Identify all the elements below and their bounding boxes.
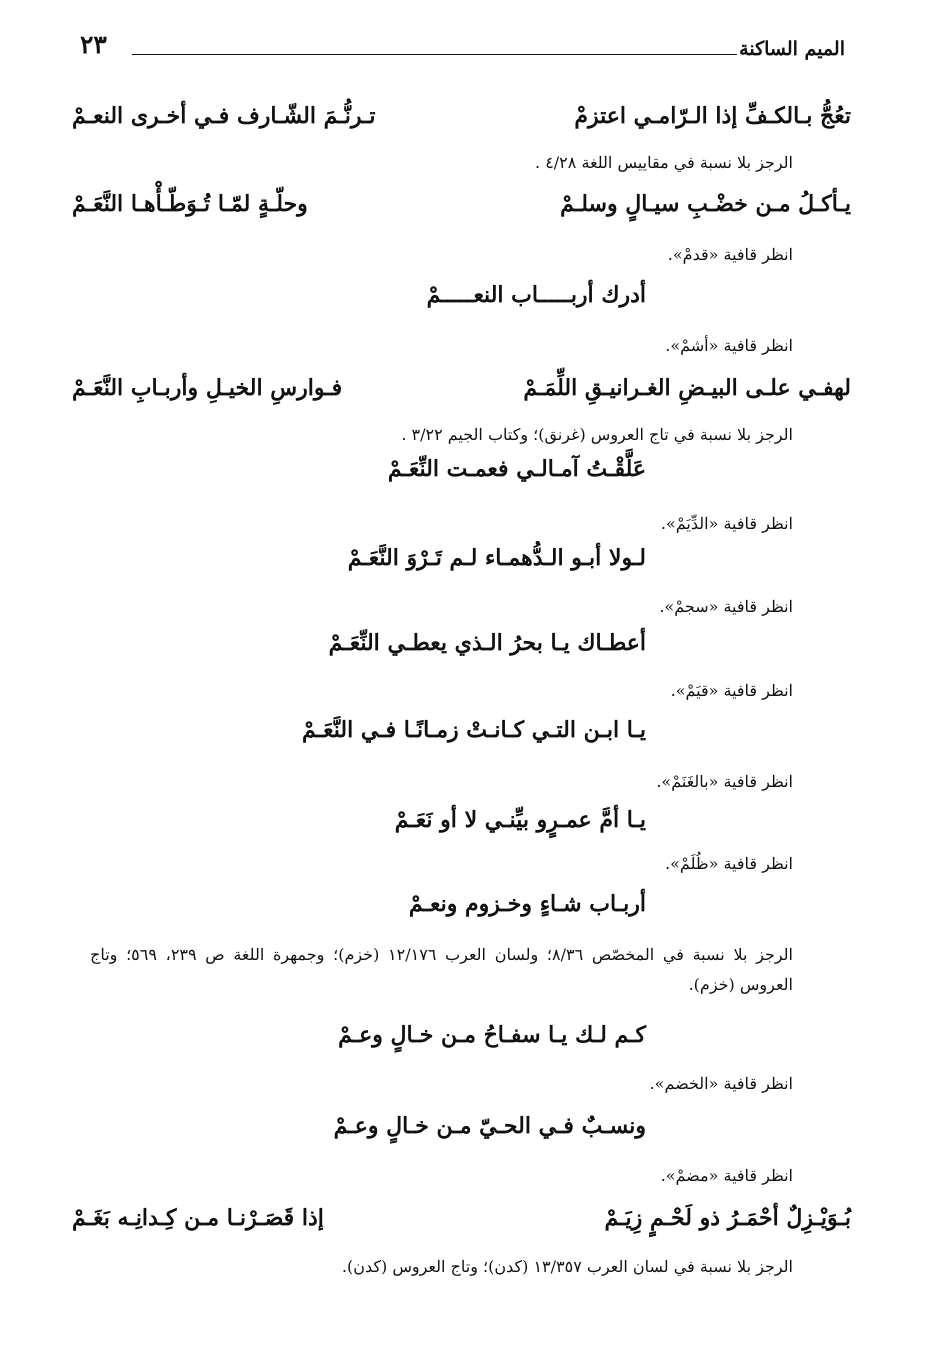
- hemistich-left: وحلّـةٍ لمّـا تُـوَطّـأْهـا النَّعَـمْ: [72, 191, 308, 217]
- note-4: الرجز بلا نسبة في تاج العروس (غرنق)؛ وكتاب الجيم ٣/٢٢ .: [401, 425, 793, 444]
- note-3: انظر قافية «أشمْ».: [665, 336, 793, 355]
- verse-4: [72, 1200, 851, 1236]
- hemistich-left: فـوارسِ الخيـلِ وأربـابِ النَّعَـمْ: [72, 375, 343, 401]
- hemistich-5: يـا ابـن التـي كـانـتْ زمـانًـا فـي النَّعَـمْ: [302, 717, 646, 743]
- verse-2: [72, 186, 851, 222]
- hemistich-2: عَلَّقْـتُ آمـالـي فعمـت النِّعَـمْ: [387, 456, 646, 482]
- note-9: انظر قافية «ظُلَمْ».: [665, 854, 793, 873]
- page-number: ٢٣: [80, 30, 107, 59]
- running-title: الميم الساكنة: [739, 38, 845, 60]
- hemistich-3: لـولا أبـو الـدُّهمـاء لـم تَـرْوَ النَّعَـمْ: [347, 545, 646, 571]
- verse-3: [72, 370, 851, 406]
- hemistich-9: ونسـبٌ فـي الحـيّ مـن خـالٍ وعـمْ: [333, 1113, 646, 1139]
- hemistich-6: يـا أمَّ عمـرٍو بيِّنـي لا أو نَعَـمْ: [394, 807, 646, 833]
- note-1: الرجز بلا نسبة في مقاييس اللغة ٤/٢٨ .: [535, 153, 793, 172]
- hemistich-right: لهفـي علـى البيـضِ الغـرانيـقِ اللِّمَـمْ: [523, 375, 851, 401]
- note-6: انظر قافية «سجمْ».: [659, 597, 793, 616]
- note-5: انظر قافية «الدِّيَمْ».: [660, 514, 793, 533]
- hemistich-right: بُـوَيْـزِلٌ أحْمَـرُ ذو لَحْـمٍ زِيَـمْ: [604, 1205, 851, 1231]
- note-11: انظر قافية «الخضم».: [649, 1074, 793, 1093]
- hemistich-1: أدرك أربـــــاب النعـــــمْ: [426, 282, 646, 308]
- note-13: الرجز بلا نسبة في لسان العرب ١٣/٣٥٧ (كدن)؛ وتاج العروس (كدن).: [341, 1257, 793, 1276]
- note-8: انظر قافية «بالغَنَمْ».: [656, 772, 793, 791]
- hemistich-left: تـرنُّـمَ الشّـارف فـي أخـرى النعـمْ: [72, 103, 376, 129]
- hemistich-8: كـم لـك يـا سفـاحُ مـن خـالٍ وعـمْ: [338, 1022, 646, 1048]
- hemistich-4: أعطـاك يـا بحرُ الـذي يعطـي النِّعَـمْ: [328, 630, 646, 656]
- hemistich-left: إذا قَصَـرْنـا مـن كِـدانِـه بَغَـمْ: [72, 1205, 324, 1231]
- hemistich-right: يـأكـلُ مـن خضْـبِ سيـالٍ وسلـمْ: [560, 191, 851, 217]
- note-2: انظر قافية «قدمْ».: [667, 245, 793, 264]
- verse-1: [72, 98, 851, 134]
- hemistich-right: تعُجُّ بـالكـفِّ إذا الـرّامـي اعتزمْ: [574, 103, 851, 129]
- page-header: [80, 30, 845, 66]
- note-10: الرجز بلا نسبة في المخصّص ٨/٣٦؛ ولسان العرب ١٢/١٧٦ (خزم)؛ وجمهرة اللغة ص ٢٣٩، ٥٦٩؛ وتاج العروس (خزم).: [90, 945, 794, 994]
- note-7: انظر قافية «قيَمْ».: [670, 681, 793, 700]
- header-rule: [132, 54, 737, 55]
- hemistich-7: أربـاب شـاءٍ وخـزوم ونعـمْ: [408, 891, 646, 917]
- note-12: انظر قافية «مضمْ».: [660, 1166, 793, 1185]
